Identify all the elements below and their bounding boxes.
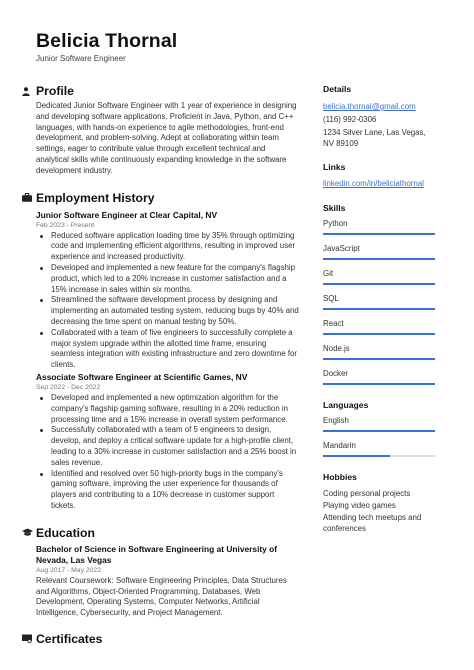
candidate-name: Belicia Thornal (36, 30, 178, 52)
certificates-title: Certificates (36, 631, 103, 646)
skill-bar-fill (323, 383, 435, 385)
skill-bar-fill (323, 258, 435, 260)
hobby-item: Coding personal projects (323, 489, 411, 498)
briefcase-icon (22, 192, 36, 204)
details-section (323, 84, 435, 149)
skill-item (323, 369, 435, 385)
skill-item (323, 294, 435, 310)
skill-bar-fill (323, 358, 435, 360)
language-bar-fill (323, 455, 390, 457)
skill-label: React (323, 319, 344, 328)
hobbies-heading: Hobbies (323, 472, 357, 482)
language-item (323, 416, 435, 432)
linkedin-link[interactable]: linkedin.com/in/beliciathornal (323, 179, 424, 188)
skill-label: JavaScript (323, 244, 360, 253)
profile-heading (22, 84, 300, 98)
skills-list (323, 219, 435, 385)
skill-bar (323, 383, 435, 385)
education-section (22, 526, 300, 619)
skills-section (323, 203, 435, 385)
skill-label: Node.js (323, 344, 350, 353)
skill-bar-fill (323, 233, 435, 235)
profile-section (22, 84, 300, 177)
links-heading: Links (323, 162, 346, 172)
resume-header (36, 30, 177, 63)
certificates-section (22, 632, 300, 646)
employment-title: Employment History (36, 190, 155, 205)
language-item (323, 441, 435, 457)
education-dates: Aug 2017 - May 2022 (36, 566, 101, 574)
skill-item (323, 219, 435, 235)
candidate-title: Junior Software Engineer (36, 54, 126, 63)
certificates-heading (22, 632, 300, 646)
skill-item (323, 244, 435, 260)
skill-label: Docker (323, 369, 348, 378)
bullet-item: Collaborated with a team of five engineers to successfully complete a major system upgrade within the allotted time frame, ensuring seamless integration with existing infrastructure and zero downtime for clients. (36, 328, 300, 371)
skill-bar (323, 308, 435, 310)
languages-section (323, 400, 435, 457)
language-bar (323, 455, 435, 457)
degree-title: Bachelor of Science in Software Engineering at University of Nevada, Las Vegas (36, 543, 278, 565)
skill-bar (323, 233, 435, 235)
profile-title: Profile (36, 84, 74, 98)
skill-bar (323, 333, 435, 335)
employment-heading (22, 191, 300, 205)
address-text: 1234 Silver Lane, Las Vegas, NV 89109 (323, 128, 426, 148)
language-label: Mandarin (323, 441, 356, 450)
skill-item (323, 344, 435, 360)
main-column (22, 84, 300, 646)
job-dates: Sep 2022 - Dec 2022 (36, 383, 101, 391)
hobby-item: Playing video games (323, 501, 396, 510)
skill-label: SQL (323, 294, 339, 303)
bullet-item: Successfully collaborated with a team of 5 engineers to design, develop, and deploy a critical software update for a high-profile client, leading to a 30% increase in customer satisfaction and a 25% boost in sales revenue. (36, 425, 300, 468)
email-link[interactable]: belicia.thornal@gmail.com (323, 102, 416, 111)
hobbies-section (323, 472, 435, 534)
job-title: Associate Software Engineer at Scientific Games, NV (36, 371, 248, 382)
profile-text: Dedicated Junior Software Engineer with 1 year of experience in designing and developing software applications. Proficient in Java, Python, and C++ languages, with hands-on experience to agile methodologies, front-end development, and problem-solving. Adept at collaborating within team settings, eager to contribute value through excellent technical and analytical skills while continuously expanding knowledge in the software development industry. (36, 101, 297, 175)
skill-bar (323, 283, 435, 285)
phone-text: (116) 992-0306 (323, 115, 377, 124)
employment-section (22, 191, 300, 512)
graduation-cap-icon (22, 527, 36, 539)
certificate-icon (22, 633, 36, 645)
job-entry (22, 210, 300, 371)
skill-bar (323, 258, 435, 260)
language-bar (323, 430, 435, 432)
job-dates: Feb 2023 - Present (36, 221, 95, 229)
skill-bar-fill (323, 283, 435, 285)
bullet-item: Reduced software application loading time by 35% through optimizing code and implementing efficient algorithms, resulting in improved user experience and increased productivity. (36, 231, 300, 263)
skill-bar-fill (323, 308, 435, 310)
skills-heading: Skills (323, 203, 346, 213)
job-title: Junior Software Engineer at Clear Capital, NV (36, 209, 218, 220)
bullet-item: Developed and implemented a new feature for the company's flagship product, which led to a 20% increase in customer satisfaction and a 15% increase in sales within six months. (36, 263, 300, 295)
education-heading (22, 526, 300, 540)
details-heading: Details (323, 84, 352, 94)
bullet-item: Developed and implemented a new optimization algorithm for the company's flagship gaming software, resulting in a 20% reduction in processing time and a 15% increase in overall system performance. (36, 393, 300, 425)
skill-item (323, 269, 435, 285)
job-entry (22, 372, 300, 512)
skill-item (323, 319, 435, 335)
languages-heading: Languages (323, 400, 369, 410)
job-bullets (22, 231, 300, 371)
language-label: English (323, 416, 349, 425)
skill-label: Python (323, 219, 348, 228)
skill-bar (323, 358, 435, 360)
links-section (323, 162, 435, 189)
hobby-item: Attending tech meetups and conferences (323, 513, 422, 533)
bullet-item: Identified and resolved over 50 high-priority bugs in the company's gaming software, improving the user experience for thousands of players and contributing to a 10% decrease in customer support tickets. (36, 469, 300, 512)
bullet-item: Streamlined the software development process by designing and implementing an automated testing system, reducing bugs by 40% and decreasing the time spent on manual testing by 50%. (36, 295, 300, 327)
education-title: Education (36, 525, 95, 540)
sidebar (323, 84, 435, 534)
skill-bar-fill (323, 333, 435, 335)
job-bullets (22, 393, 300, 512)
language-bar-fill (323, 430, 435, 432)
person-icon (22, 85, 36, 97)
education-text: Relevant Coursework: Software Engineering Principles, Data Structures and Algorithms, Object-Oriented Programming, Databases, Web Development, Operating Systems, Computer Networks, Artificial Intelligence, Cybersecurity, and Project Management. (36, 575, 287, 618)
skill-label: Git (323, 269, 334, 278)
